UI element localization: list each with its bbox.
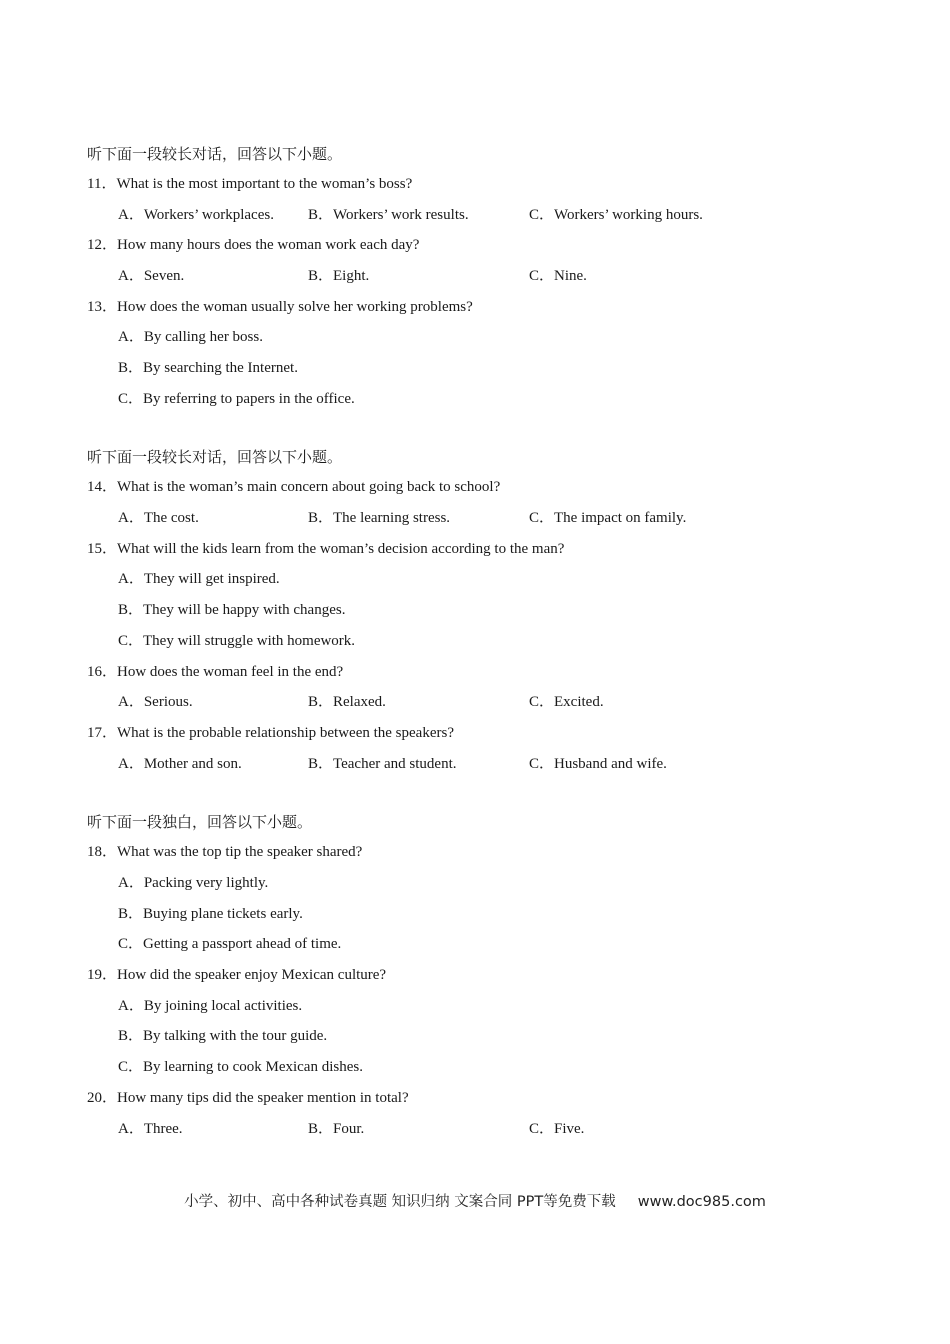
section-instruction: 听下面一段较长对话，回答以下小题。	[87, 450, 343, 466]
option-b: B．Teacher and student.	[308, 756, 457, 772]
question-text: What will the kids learn from the woman’s decision according to the man?	[117, 541, 565, 557]
question-text: How many tips did the speaker mention in total?	[117, 1090, 409, 1106]
option-a: A．They will get inspired.	[118, 571, 280, 587]
question-number: 12．	[87, 237, 118, 253]
page-footer	[0, 1190, 950, 1211]
question-text: What is the probable relationship between the speakers?	[117, 725, 454, 741]
option-a: A．By joining local activities.	[118, 998, 303, 1014]
section-instruction: 听下面一段独白，回答以下小题。	[87, 815, 313, 831]
question-number: 13．	[87, 299, 118, 315]
question-number: 20．	[87, 1090, 118, 1106]
question-text: How many hours does the woman work each day?	[117, 237, 420, 253]
option-c: C．Excited.	[529, 694, 604, 710]
question-number: 15．	[87, 541, 118, 557]
option-c: C．By referring to papers in the office.	[118, 391, 355, 407]
question	[87, 723, 454, 743]
question-text: What is the woman’s main concern about going back to school?	[117, 479, 501, 495]
question-number: 18．	[87, 844, 118, 860]
question-text: How does the woman usually solve her working problems?	[117, 299, 473, 315]
option-b: B．Workers’ work results.	[308, 207, 469, 223]
question	[87, 539, 564, 559]
question-text: How did the speaker enjoy Mexican culture?	[117, 967, 387, 983]
question-number: 11．	[87, 176, 117, 192]
option-a: A．By calling her boss.	[118, 329, 263, 345]
option-c: C．By learning to cook Mexican dishes.	[118, 1059, 363, 1075]
option-c: C．They will struggle with homework.	[118, 633, 356, 649]
question-text: How does the woman feel in the end?	[117, 664, 344, 680]
question	[87, 842, 362, 862]
option-b: B．Relaxed.	[308, 694, 386, 710]
question-number: 17．	[87, 725, 118, 741]
question	[87, 174, 412, 194]
question	[87, 965, 386, 985]
footer-url[interactable]: www.doc985.com	[637, 1194, 766, 1210]
option-a: A．Packing very lightly.	[118, 875, 269, 891]
option-c: C．The impact on family.	[529, 510, 687, 526]
option-c: C．Husband and wife.	[529, 756, 667, 772]
option-a: A．The cost.	[118, 510, 199, 526]
option-a: A．Three.	[118, 1121, 183, 1137]
question	[87, 662, 343, 682]
option-b: B．They will be happy with changes.	[118, 602, 346, 618]
option-b: B．The learning stress.	[308, 510, 451, 526]
question-number: 19．	[87, 967, 118, 983]
question-text: What was the top tip the speaker shared?	[117, 844, 363, 860]
option-b: B．By searching the Internet.	[118, 360, 298, 376]
section-instruction: 听下面一段较长对话，回答以下小题。	[87, 147, 343, 163]
option-a: A．Workers’ workplaces.	[118, 207, 274, 223]
question	[87, 1088, 409, 1108]
option-b: B．By talking with the tour guide.	[118, 1028, 328, 1044]
option-c: C．Five.	[529, 1121, 585, 1137]
question-text: What is the most important to the woman’s boss?	[116, 176, 413, 192]
option-c: C．Nine.	[529, 268, 587, 284]
option-c: C．Getting a passport ahead of time.	[118, 936, 342, 952]
option-c: C．Workers’ working hours.	[529, 207, 703, 223]
option-a: A．Mother and son.	[118, 756, 242, 772]
question-number: 16．	[87, 664, 118, 680]
question-number: 14．	[87, 479, 118, 495]
option-b: B．Buying plane tickets early.	[118, 906, 303, 922]
footer-text: 小学、初中、高中各种试卷真题 知识归纳 文案合同 PPT等免费下载	[184, 1194, 616, 1210]
option-b: B．Four.	[308, 1121, 365, 1137]
option-b: B．Eight.	[308, 268, 370, 284]
question	[87, 235, 419, 255]
option-a: A．Seven.	[118, 268, 185, 284]
question	[87, 297, 473, 317]
question	[87, 477, 500, 497]
option-a: A．Serious.	[118, 694, 193, 710]
